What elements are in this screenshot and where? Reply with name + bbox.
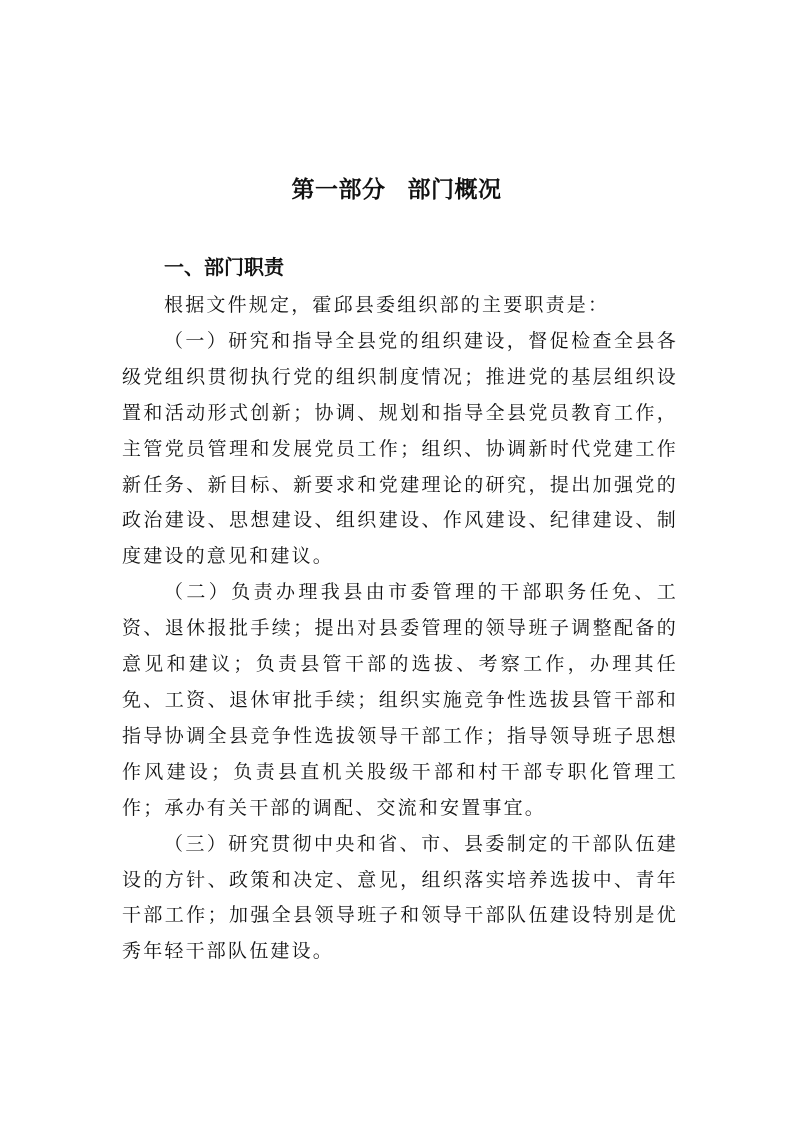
title-part: 第一部分 bbox=[291, 177, 386, 203]
section-heading: 一、部门职责 bbox=[164, 255, 284, 279]
page-title bbox=[0, 172, 793, 208]
paragraph-duty-1: （一）研究和指导全县党的组织建设，督促检查全县各级党组织贯彻执行党的组织制度情况；推进党的基层组织设置和活动形式创新；协调、规划和指导全县党员教育工作，主管党员管理和发展党员工作；组织、协调新时代党建工作新任务、新目标、新要求和党建理论的研究，提出加强党的政治建设、思想建设、组织建设、作风建设、纪律建设、制度建设的意见和建议。 bbox=[122, 329, 678, 568]
paragraph-duty-3: （三）研究贯彻中央和省、市、县委制定的干部队伍建设的方针、政策和决定、意见，组织落实培养选拔中、青年干部工作；加强全县领导班子和领导干部队伍建设特别是优秀年轻干部队伍建设。 bbox=[122, 832, 678, 963]
body-text bbox=[122, 288, 678, 970]
title-name: 部门概况 bbox=[407, 177, 502, 203]
paragraph-duty-2: （二）负责办理我县由市委管理的干部职务任免、工资、退休报批手续；提出对县委管理的领导班子调整配备的意见和建议；负责县管干部的选拔、考察工作，办理其任免、工资、退休审批手续；组织实施竞争性选拔县管干部和指导协调全县竞争性选拔领导干部工作；指导领导班子思想作风建设；负责县直机关股级干部和村干部专职化管理工作；承办有关干部的调配、交流和安置事宜。 bbox=[122, 581, 678, 819]
paragraph-intro: 根据文件规定，霍邱县委组织部的主要职责是： bbox=[164, 294, 610, 316]
